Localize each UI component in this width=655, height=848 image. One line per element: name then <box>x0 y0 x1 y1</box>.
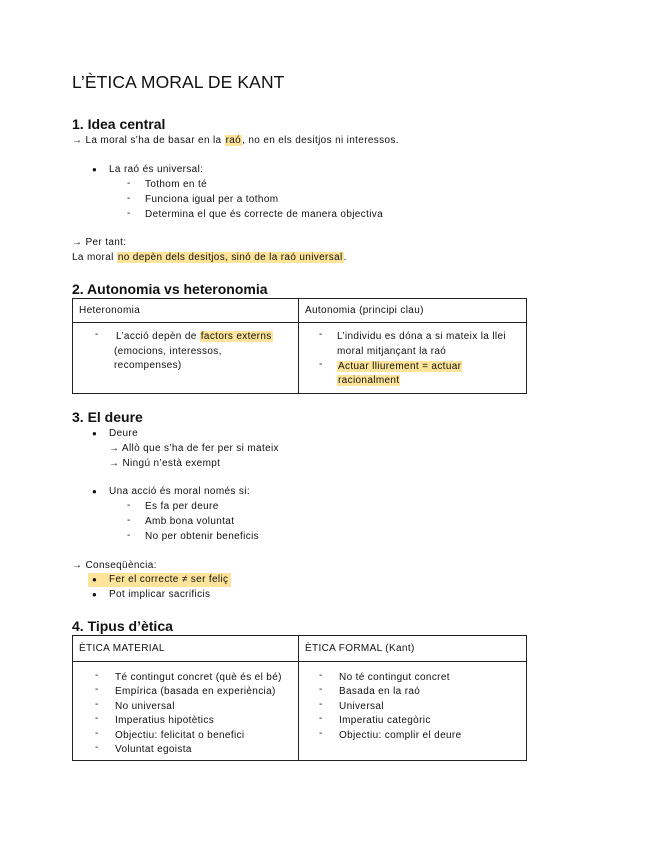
auto-highlight-1: Actuar lliurement = actuar <box>338 361 462 372</box>
bullet-icon: ● <box>92 575 97 584</box>
dash-icon: - <box>319 699 323 710</box>
formal-item: Objectiu: complir el deure <box>339 730 462 741</box>
hetero-line-2: (emocions, interessos, <box>114 346 222 357</box>
material-item: Empírica (basada en experiència) <box>115 686 276 697</box>
table-cell <box>73 662 298 760</box>
s1-sub-item: Funciona igual per a tothom <box>145 194 279 205</box>
s3-bullet-1: Deure <box>109 428 138 439</box>
auto-highlight-2: racionalment <box>338 375 400 386</box>
ethics-types-table <box>72 635 527 761</box>
bullet-icon: ● <box>92 429 97 438</box>
s1-intro-post: , no en els desitjos ni interessos. <box>242 135 399 146</box>
s1-concl-pre: La moral <box>72 252 117 263</box>
s1-concl-post: . <box>343 252 347 263</box>
dash-icon: - <box>127 530 131 541</box>
hetero-line-1 <box>116 331 273 342</box>
hetero-highlight: factors externs <box>200 331 272 342</box>
table-header-cell <box>73 299 298 322</box>
section-1-heading: 1. Idea central <box>72 116 166 132</box>
header-autonomia: Autonomia (principi clau) <box>305 305 424 316</box>
table-cell <box>299 323 526 393</box>
s1-bullet-text: La raó és universal: <box>109 164 204 175</box>
s3-bullet-1a: → Allò que s’ha de fer per si mateix <box>109 443 279 454</box>
dash-icon: - <box>127 208 131 219</box>
dash-icon: - <box>95 670 99 681</box>
dash-icon: - <box>95 742 99 753</box>
s3-sub-item: Amb bona voluntat <box>145 516 235 527</box>
hetero-line-3: recompenses) <box>114 360 182 371</box>
material-item: Té contingut concret (què és el bé) <box>115 672 282 683</box>
dash-icon: - <box>319 359 323 370</box>
header-etica-material: ÈTICA MATERIAL <box>79 643 165 654</box>
bullet-icon: ● <box>92 487 97 496</box>
s1-intro-pre: → La moral s’ha de basar en la <box>72 135 225 146</box>
s1-sub-item: Tothom en té <box>145 179 208 190</box>
formal-item: Imperatiu categòric <box>339 715 431 726</box>
s1-intro-line <box>72 135 399 146</box>
s1-intro-highlight: raó <box>225 135 242 146</box>
section-4-heading: 4. Tipus d’ètica <box>72 618 173 634</box>
s3-sub-item: No per obtenir beneficis <box>145 531 260 542</box>
dash-icon: - <box>127 193 131 204</box>
bullet-icon: ● <box>92 165 97 174</box>
dash-icon: - <box>95 713 99 724</box>
s3-consequencia: → Conseqüència: <box>72 560 157 571</box>
table-cell <box>73 323 298 393</box>
material-item: Voluntat egoista <box>115 744 192 755</box>
table-header-cell <box>299 636 526 661</box>
bullet-icon: ● <box>92 590 97 599</box>
section-3-heading: 3. El deure <box>72 409 143 425</box>
dash-icon: - <box>95 684 99 695</box>
dash-icon: - <box>319 329 323 340</box>
s1-conclusion <box>72 252 347 263</box>
table-cell <box>299 662 526 760</box>
material-item: Objectiu: felicitat o benefici <box>115 730 245 741</box>
header-etica-formal: ÈTICA FORMAL (Kant) <box>305 643 415 654</box>
dash-icon: - <box>319 684 323 695</box>
dash-icon: - <box>127 500 131 511</box>
s3-bullet-1b: → Ningú n’està exempt <box>109 458 221 469</box>
dash-icon: - <box>319 713 323 724</box>
dash-icon: - <box>127 178 131 189</box>
auto-line-4 <box>337 375 400 386</box>
header-heteronomia: Heteronomia <box>79 305 141 316</box>
table-header-cell <box>299 299 526 322</box>
s1-concl-highlight: no depèn dels desitjos, sinó de la raó universal <box>117 252 343 263</box>
s1-pertant: → Per tant: <box>72 237 127 248</box>
dash-icon: - <box>95 699 99 710</box>
s3-cons-2: Pot implicar sacrificis <box>109 589 211 600</box>
s1-sub-item: Determina el que és correcte de manera objectiva <box>145 209 384 220</box>
formal-item: Basada en la raó <box>339 686 421 697</box>
dash-icon: - <box>95 728 99 739</box>
dash-icon: - <box>319 670 323 681</box>
dash-icon: - <box>95 329 99 340</box>
table-header-cell <box>73 636 298 661</box>
s3-sub-item: Es fa per deure <box>145 501 219 512</box>
dash-icon: - <box>319 728 323 739</box>
formal-item: Universal <box>339 701 384 712</box>
s3-bullet-2: Una acció és moral només si: <box>109 486 250 497</box>
auto-line-3 <box>337 361 462 372</box>
formal-item: No té contingut concret <box>339 672 450 683</box>
hetero-pre: L’acció depèn de <box>116 331 200 342</box>
page-title: L’ÈTICA MORAL DE KANT <box>72 72 285 92</box>
s3-cons-1: Fer el correcte ≠ ser feliç <box>109 574 229 585</box>
autonomy-table <box>72 298 527 394</box>
auto-line-2: moral mitjançant la raó <box>337 346 447 357</box>
section-2-heading: 2. Autonomia vs heteronomia <box>72 281 268 297</box>
auto-line-1: L’individu es dóna a si mateix la llei <box>337 331 506 342</box>
material-item: Imperatius hipotètics <box>115 715 215 726</box>
material-item: No universal <box>115 701 175 712</box>
dash-icon: - <box>127 515 131 526</box>
